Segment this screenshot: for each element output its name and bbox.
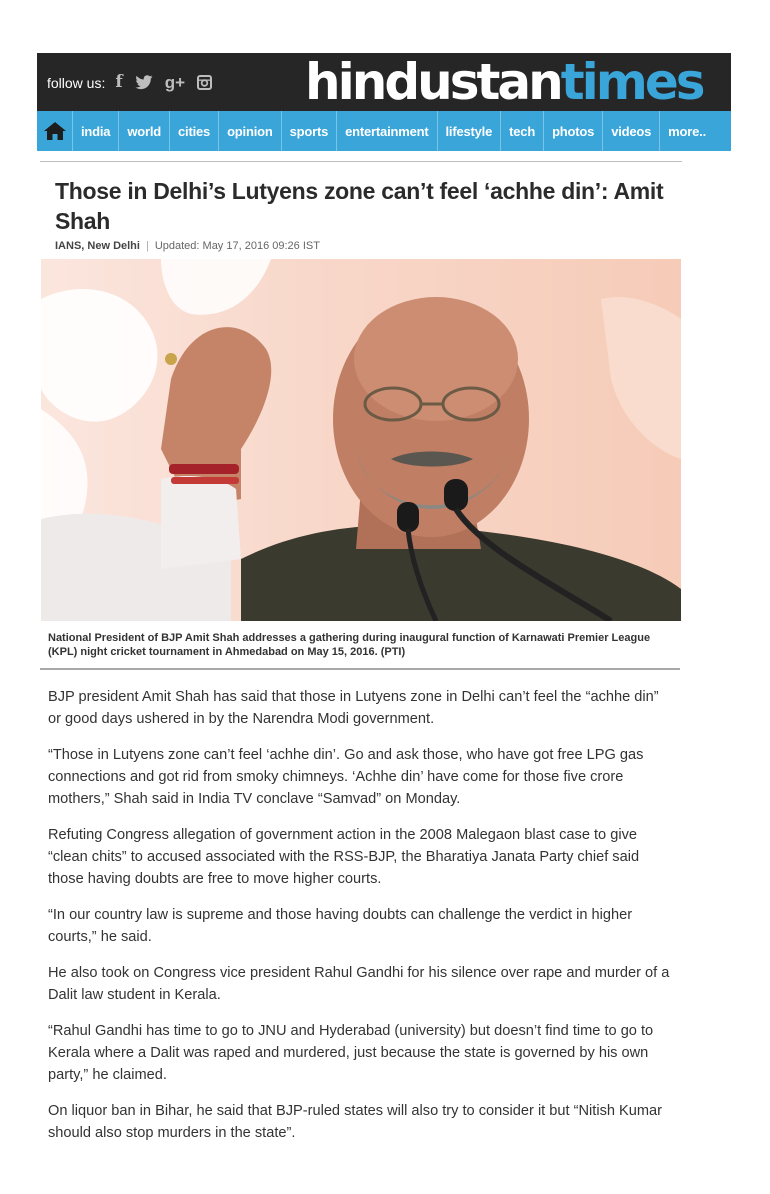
social-links <box>115 71 212 92</box>
logo-hindustan: hindustan <box>305 53 561 111</box>
article-paragraph: “In our country law is supreme and those having doubts can challenge the verdict in higher courts,” he said. <box>48 907 633 945</box>
article-paragraph: “Rahul Gandhi has time to go to JNU and Hyderabad (university) but doesn’t find time to go to Kerala where a Dalit was raped and murdered, just because the state is governed by his own party,” he claimed. <box>48 1023 654 1083</box>
facebook-icon[interactable]: f <box>115 71 123 92</box>
byline-separator: | <box>145 240 149 252</box>
nav-lifestyle[interactable]: lifestyle <box>438 111 502 151</box>
speaker-illustration <box>41 259 681 621</box>
article-paragraph: “Those in Lutyens zone can’t feel ‘achhe din’. Go and ask those, who have got free LPG gas connections and got rid from smoky chimneys. ‘Achhe din’ have come for those five crore mothers,” Shah said in India TV conclave “Samvad” on Monday. <box>48 747 644 807</box>
divider <box>40 161 682 162</box>
article-source: IANS, New Delhi <box>55 240 140 252</box>
article-paragraph: Refuting Congress allegation of government action in the 2008 Malegaon blast case to give “clean chits” to accused associated with the RSS-BJP, the Bharatiya Janata Party chief said those having doubts are free to move higher courts. <box>48 827 640 887</box>
follow-us-label: follow us: <box>47 75 106 91</box>
byline <box>55 240 320 252</box>
logo-times: times <box>560 53 703 111</box>
home-icon[interactable] <box>37 111 73 151</box>
article-updated: Updated: May 17, 2016 09:26 IST <box>154 240 320 252</box>
twitter-icon[interactable] <box>135 75 153 90</box>
caption-divider <box>40 668 680 670</box>
article-paragraph: BJP president Amit Shah has said that those in Lutyens zone in Delhi can’t feel the “achhe din” or good days ushered in by the Narendra Modi government. <box>48 689 659 727</box>
nav-opinion[interactable]: opinion <box>219 111 282 151</box>
main-nav <box>37 111 731 151</box>
article-photo <box>41 259 681 621</box>
nav-tech[interactable]: tech <box>501 111 544 151</box>
nav-photos[interactable]: photos <box>544 111 603 151</box>
article-body <box>48 686 673 1158</box>
nav-videos[interactable]: videos <box>603 111 660 151</box>
photo-caption: National President of BJP Amit Shah addresses a gathering during inaugural function of Karnawati Premier League (KPL) night cricket tournament in Ahmedabad on May 15, 2016. (PTI) <box>48 632 651 658</box>
article-headline: Those in Delhi’s Lutyens zone can’t feel ‘achhe din’: Amit Shah <box>55 178 664 234</box>
nav-more[interactable]: more.. <box>668 123 706 139</box>
nav-world[interactable]: world <box>119 111 170 151</box>
nav-cities[interactable]: cities <box>170 111 219 151</box>
nav-india[interactable]: india <box>73 111 119 151</box>
google-plus-icon[interactable]: g+ <box>164 72 185 92</box>
nav-sports[interactable]: sports <box>282 111 338 151</box>
site-header <box>37 53 731 111</box>
article-paragraph: On liquor ban in Bihar, he said that BJP-ruled states will also try to consider it but “Nitish Kumar should also stop murders in the state”. <box>48 1103 663 1141</box>
instagram-icon[interactable] <box>197 75 212 90</box>
site-logo[interactable] <box>305 53 703 111</box>
article-paragraph: He also took on Congress vice president Rahul Gandhi for his silence over rape and murder of a Dalit law student in Kerala. <box>48 965 670 1003</box>
nav-entertainment[interactable]: entertainment <box>337 111 437 151</box>
